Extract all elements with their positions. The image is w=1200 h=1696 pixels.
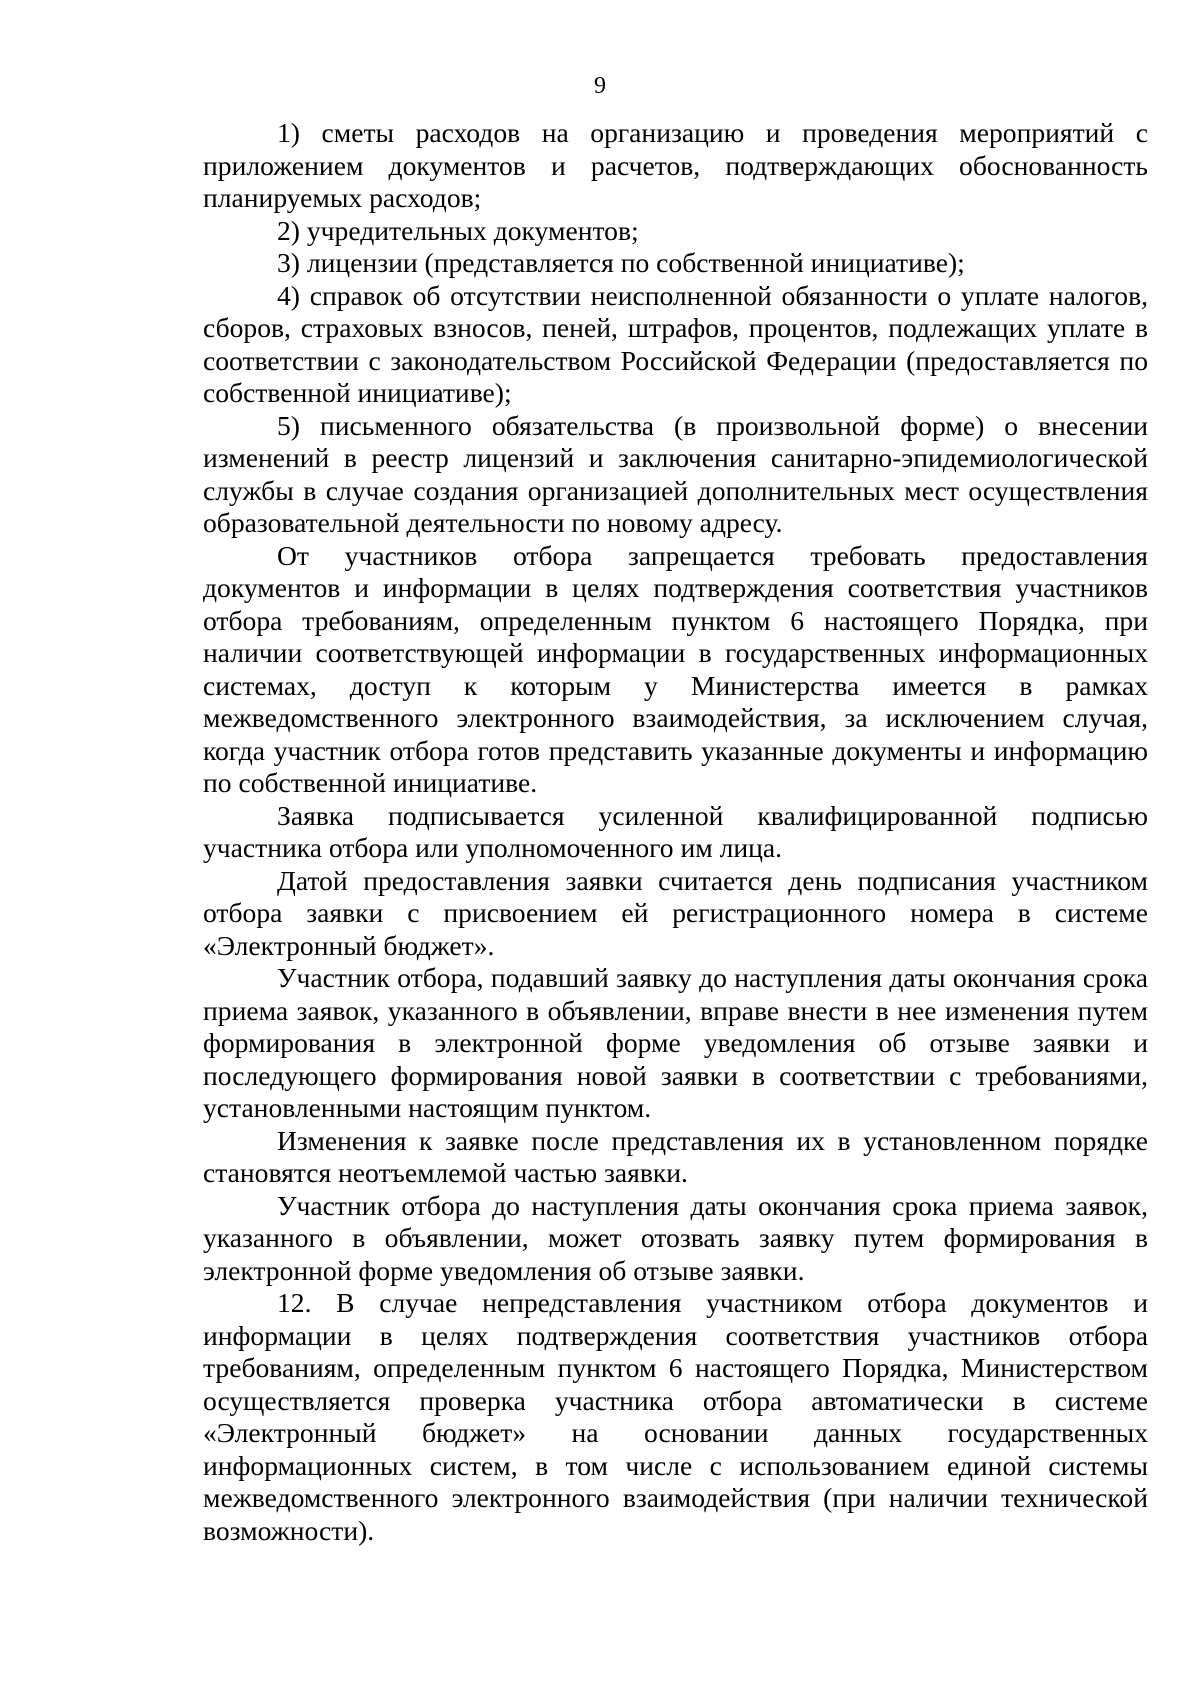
paragraph-application-signature: Заявка подписывается усиленной квалифицированной подписью участника отбора или уполномоченного им лица. [203,799,1148,863]
paragraph-application-withdrawal: Участник отбора до наступления даты окончания срока приема заявок, указанного в объявлении, может отозвать заявку путем формирования в электронной форме уведомления об отзыве заявки. [203,1189,1148,1286]
document-body [203,117,1148,1547]
paragraph-item-5-written-obligation: 5) письменного обязательства (в произвольной форме) о внесении изменений в реестр лицензий и заключения санитарно-эпидемиологической службы в случае создания организацией дополнительных мест осуществления образовательной деятельности по новому адресу. [203,409,1148,538]
paragraph-changes-integral-part: Изменения к заявке после представления их в установленном порядке становятся неотъемлемой частью заявки. [203,1124,1148,1188]
paragraph-item-4-tax-certificates: 4) справок об отсутствии неисполненной обязанности о уплате налогов, сборов, страховых взносов, пеней, штрафов, процентов, подлежащих уплате в соответствии с законодательством Российской Федерации (предоставляется по собственной инициативе); [203,279,1148,408]
paragraph-section-12-verification: 12. В случае непредставления участником отбора документов и информации в целях подтверждения соответствия участников отбора требованиям, определенным пунктом 6 настоящего Порядка, Министерством осуществляется проверка участника отбора автоматически в системе «Электронный бюджет» на основании данных государственных информационных систем, в том числе с использованием единой системы межведомственного электронного взаимодействия (при наличии технической возможности). [203,1287,1148,1546]
page-number: 9 [594,73,606,99]
paragraph-item-1-estimates: 1) сметы расходов на организацию и проведения мероприятий с приложением документов и расчетов, подтверждающих обоснованность планируемых расходов; [203,117,1148,213]
paragraph-item-3-license: 3) лицензии (представляется по собственной инициативе); [277,247,965,278]
paragraph-submission-date: Датой предоставления заявки считается день подписания участником отбора заявки с присвоением ей регистрационного номера в системе «Электронный бюджет». [203,864,1148,961]
paragraph-item-2-founding-documents: 2) учредительных документов; [277,214,639,246]
paragraph-application-changes: Участник отбора, подавший заявку до наступления даты окончания срока приема заявок, указанного в объявлении, вправе внести в нее изменения путем формирования в электронной форме уведомления об отзыве заявки и последующего формирования новой заявки в соответствии с требованиями, установленными настоящим пунктом. [203,962,1148,1123]
paragraph-document-request-prohibition: От участников отбора запрещается требовать предоставления документов и информации в целях подтверждения соответствия участников отбора требованиям, определенным пунктом 6 настоящего Порядка, при наличии соответствующей информации в государственных информационных системах, доступ к которым у Министерства имеется в рамках межведомственного электронного взаимодействия, за исключением случая, когда участник отбора готов представить указанные документы и информацию по собственной инициативе. [203,539,1148,798]
